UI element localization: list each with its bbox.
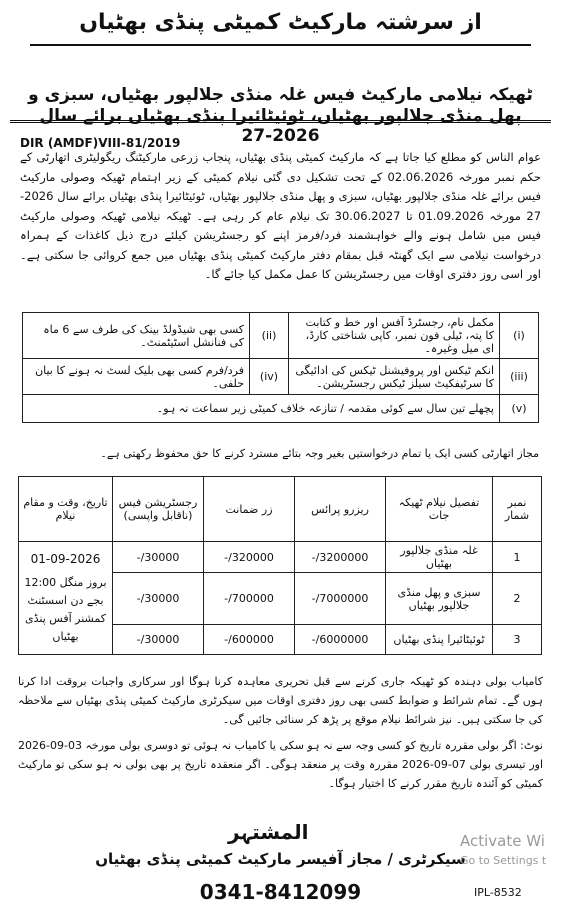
- serial-cell: 3: [493, 625, 542, 655]
- requirement-text: پچھلے تین سال سے کوئی مقدمہ / تنازعہ خلاف کمیٹی زیر سماعت نہ ہو۔: [23, 395, 500, 423]
- requirement-row: [23, 359, 539, 395]
- column-header: تاریخ، وقت و مقام نیلام: [19, 477, 113, 542]
- description-cell: غلہ منڈی جلالپور بھٹیاں: [386, 542, 493, 573]
- serial-cell: 1: [493, 542, 542, 573]
- column-header: تفصیل نیلام ٹھیکہ جات: [386, 477, 493, 542]
- watermark-line-1: Activate Wi: [460, 832, 545, 850]
- ad-code: IPL-8532: [474, 886, 522, 899]
- security-cell: 700000/-: [204, 573, 295, 625]
- security-cell: 320000/-: [204, 542, 295, 573]
- auction-table: [18, 476, 542, 655]
- signatory: سیکرٹری / مجاز آفیسر مارکیٹ کمیٹی پنڈی بھٹیاں: [95, 850, 466, 868]
- final-note: نوٹ: اگر بولی مقررہ تاریخ کو کسی وجہ سے نہ ہو سکی یا کامیاب نہ ہوئی تو دوسری بولی مورخہ 03-09-2026 اور تیسری بولی 07-09-2026 مقررہ وقت پر منعقد ہوگی۔ اگر منعقدہ تاریخ پر بھی بولی نہ ہو سکی تو مارکیٹ کمیٹی کو آئندہ تاریخ مقرر کرنے کا اختیار ہوگا۔: [18, 739, 543, 790]
- fee-cell: 30000/-: [113, 625, 204, 655]
- requirement-number: (v): [500, 395, 539, 423]
- column-header: نمبر شمار: [493, 477, 542, 542]
- requirement-number: (i): [500, 313, 539, 359]
- requirements-table: [22, 312, 539, 423]
- office-title: از سرشتہ مارکیٹ کمیٹی پنڈی بھٹیاں: [79, 10, 482, 35]
- requirement-text: کسی بھی شیڈولڈ بینک کی طرف سے 6 ماہ کی فنانشل اسٹیٹمنٹ۔: [23, 313, 250, 359]
- rights-note: مجاز اتھارٹی کسی ایک یا تمام درخواستیں بغیر وجہ بتائے مسترد کرنے کا حق محفوظ رکھتی ہے۔: [100, 447, 539, 460]
- notice-heading: ٹھیکہ نیلامی مارکیٹ فیس غلہ منڈی جلالپور بھٹیاں، سبزی و پھل منڈی جلالپور بھٹیاں، ٹوئیٹائیرا پنڈی بھٹیاں برائے سال 2026-27: [28, 85, 533, 146]
- auction-time-place: بروز منگل 12:00 بجے دن اسسٹنٹ کمشنر آفس پنڈی بھٹیاں: [24, 576, 107, 643]
- serial-cell: 2: [493, 573, 542, 625]
- requirement-text: انکم ٹیکس اور پروفیشنل ٹیکس کی ادائیگی کا سرٹیفکیٹ سیلز ٹیکس رجسٹریشن۔: [289, 359, 500, 395]
- requirement-number: (iv): [250, 359, 289, 395]
- requirement-number: (iii): [500, 359, 539, 395]
- fee-cell: 30000/-: [113, 542, 204, 573]
- requirement-number: (ii): [250, 313, 289, 359]
- schedule-cell: [19, 542, 113, 655]
- column-header: ریزرو پرائس: [295, 477, 386, 542]
- requirement-row: [23, 395, 539, 423]
- table-header-row: [19, 477, 542, 542]
- requirement-text: مکمل نام، رجسٹرڈ آفس اور خط و کتابت کا پتہ، ٹیلی فون نمبر، کاپی شناختی کارڈ، ای میل وغیرہ۔: [289, 313, 500, 359]
- column-header: رجسٹریشن فیس (ناقابل واپسی): [113, 477, 204, 542]
- watermark-line-2: Go to Settings t: [460, 854, 547, 867]
- requirement-text: فرد/فرم کسی بھی بلیک لسٹ نہ ہونے کا بیان حلفی۔: [23, 359, 250, 395]
- reserve-price-cell: 3200000/-: [295, 542, 386, 573]
- requirement-row: [23, 313, 539, 359]
- terms-paragraph: کامیاب بولی دہندہ کو ٹھیکہ جاری کرنے سے قبل تحریری معاہدہ کرنا ہوگا اور سرکاری واجبات بروقت ادا کرنا ہوں گے۔ تمام شرائط و ضوابط کسی بھی روز دفتری اوقات میں سیکرٹری مارکیٹ کمیٹی پنڈی بھٹیاں سے ملاحظہ کی جا سکتی ہیں۔ نیز شرائط نیلام موقع پر پڑھ کر سنائی جائیں گی۔: [18, 675, 543, 726]
- column-header: زر ضمانت: [204, 477, 295, 542]
- fee-cell: 30000/-: [113, 573, 204, 625]
- table-row: [19, 542, 542, 573]
- description-cell: ٹوئیٹائیرا پنڈی بھٹیاں: [386, 625, 493, 655]
- description-cell: سبزی و پھل منڈی جلالپور بھٹیاں: [386, 573, 493, 625]
- activation-watermark: [460, 832, 546, 867]
- reference-number: DIR (AMDF)VIII-81/2019: [20, 136, 181, 150]
- advertiser-label: المشتہر: [228, 820, 309, 844]
- intro-paragraph: عوام الناس کو مطلع کیا جاتا ہے کہ مارکیٹ کمیٹی پنڈی بھٹیاں، پنجاب زرعی مارکیٹنگ ریگولیٹری اتھارٹی کے حکم نمبر مورخہ 02.06.2026 کے تحت تشکیل دی گئی نیلام کمیٹی کے زیر اہتمام ٹھیکہ وصولی مارکیٹ فیس برائے غلہ منڈی جلالپور بھٹیاں، سبزی و پھل منڈی جلالپور بھٹیاں، ٹوئیٹائیرا پنڈی بھٹیاں برائے سال 2026-27 مورخہ 01.09.2026 تا 30.06.2027 تک نیلام عام کر رہی ہے۔ ٹھیکہ نیلامی ٹھیکہ وصولی مارکیٹ فیس میں شامل ہونے والے خواہشمند فرد/فرمز اپنے کو رجسٹریشن کیلئے درج ذیل کاغذات کے ہمراہ درخواست نیلامی سے ایک گھنٹہ قبل بمقام دفتر مارکیٹ کمیٹی پنڈی بھٹیاں میں جمع کروائی جا سکتی ہے۔ اور اسی روز دفتری اوقات میں رجسٹریشن کا عمل مکمل کیا جائے گا۔: [20, 150, 541, 281]
- title-divider: [30, 44, 531, 46]
- security-cell: 600000/-: [204, 625, 295, 655]
- reserve-price-cell: 7000000/-: [295, 573, 386, 625]
- phone-number: 0341-8412099: [199, 880, 362, 904]
- reserve-price-cell: 6000000/-: [295, 625, 386, 655]
- heading-divider: [10, 120, 551, 123]
- auction-date: 01-09-2026: [30, 552, 101, 566]
